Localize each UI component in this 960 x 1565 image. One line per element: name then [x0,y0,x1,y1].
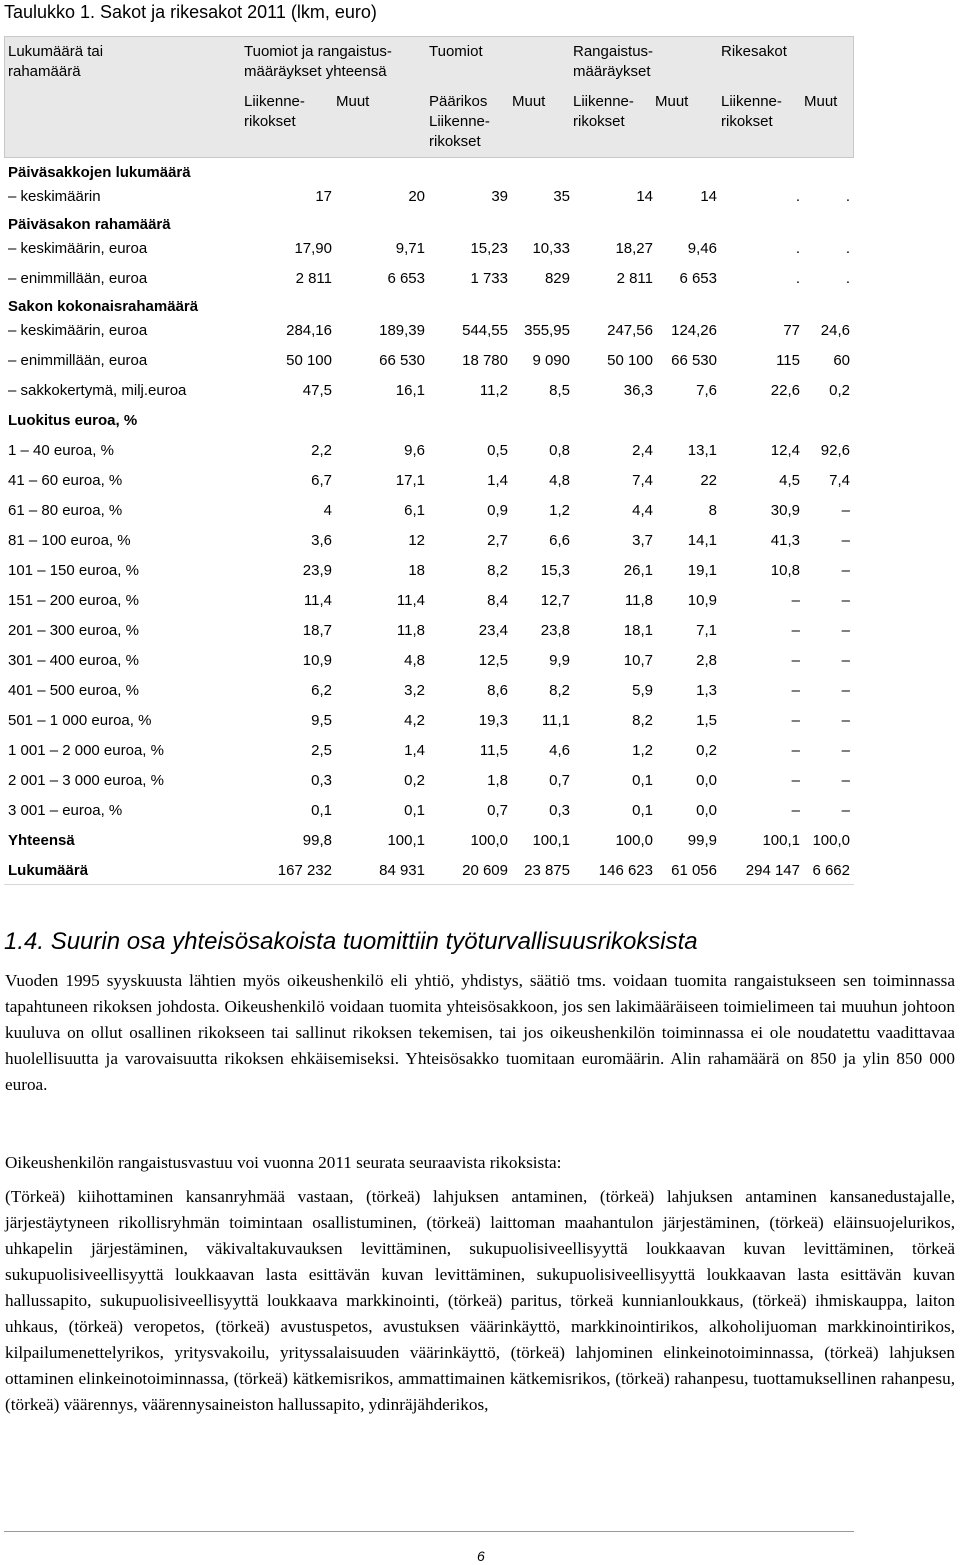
table-cell: . [795,240,800,257]
table-cell: 14 [700,188,717,205]
table-cell: 15,3 [540,562,570,579]
table-cell: 15,23 [470,240,508,257]
table-cell: 0,7 [487,802,508,819]
table-cell: 12,5 [478,652,508,669]
table-cell: 17,90 [294,240,332,257]
table-cell: – [791,712,800,729]
table-cell: 2 811 [616,270,653,287]
table-row [4,404,854,435]
table-cell: 18,7 [302,622,332,639]
table-cell: 7,4 [632,472,653,489]
page-number: 6 [477,1548,485,1564]
table-cell: 100,1 [387,832,425,849]
table-cell: – [791,802,800,819]
table-cell: 4,6 [549,742,570,759]
table-cell: 30,9 [770,502,800,519]
table-cell: 19,3 [478,712,508,729]
table-cell: 1,2 [632,742,653,759]
table-title: Taulukko 1. Sakot ja rikesakot 2011 (lkm, euro) [4,2,377,22]
table-row [4,824,854,855]
row-label: 301 – 400 euroa, % [8,652,139,669]
table-cell: 355,95 [524,322,570,339]
table-cell: – [791,592,800,609]
table-cell: 11,5 [479,742,508,759]
table-cell: 12,7 [540,592,570,609]
header-group: Rangaistus- [573,43,654,60]
header-group: määräykset [573,63,651,80]
table-cell: 4 [323,502,332,519]
table-cell: 2 811 [295,270,332,287]
paragraph-3: (Törkeä) kiihottaminen kansanryhmää vastaan, (törkeä) lahjuksen antaminen, (törkeä) lahjuksen antaminen kansanedustajalle, järjestäytyneen rikollisryhmän toimintaan osallistuminen, (törkeä) laittoman maahantulon järjestäminen, (törkeä) eläinsuojelurikos, uhkapelin järjestäminen, väkivaltakuvauksen levittäminen, sukupuolisiveellisyyttä loukkaavan kuvan levittäminen, törkeä sukupuolisiveellisyyttä loukkaavan lasta esittävän kuvan levittäminen, sukupuolisiveellisyyttä loukkaavan lasta esittävän kuvan hallussapito, sukupuolisiveellisyyttä loukkaava markkinointi, (törkeä) paritus, törkeä kunnianloukkaus, (törkeä) ihmiskauppa, laiton uhkaus, (törkeä) veropetos, (törkeä) avustuspetos, avustuksen väärinkäyttö, markkinointirikos, alkoholijuoman markkinointirikos, kilpailumenettelyrikos, yritysvakoilu, yrityssalaisuuden väärinkäyttö, (törkeä) lahjominen elinkeinotoiminnassa, (törkeä) lahjuksen ottaminen elinkeinotoiminnassa, (törkeä) kätkemisrikos, ammattimainen kätkemisrikos, (törkeä) rahanpesu, tuottamuksellinen rahanpesu, (törkeä) väärennys, väärennysaineiston hallussapito, ydinräjähderikos, [5,1187,955,1414]
row-label: – keskimäärin [8,188,101,205]
table-row [4,524,854,555]
table-cell: 14 [636,188,653,205]
table-cell: 8,2 [549,682,570,699]
table-cell: 6,2 [311,682,332,699]
table-cell: 3,2 [404,682,425,699]
table-cell: 100,1 [532,832,570,849]
row-label: – enimmillään, euroa [8,352,148,369]
table-cell: – [791,622,800,639]
table-cell: 1,4 [487,472,508,489]
row-label: 151 – 200 euroa, % [8,592,139,609]
table-cell: 3,6 [311,532,332,549]
table-cell: 544,55 [462,322,508,339]
table-cell: 0,1 [311,802,332,819]
table-row [4,554,854,585]
table-cell: 84 931 [379,862,425,879]
row-label: Yhteensä [8,832,75,849]
table-cell: – [791,682,800,699]
table-cell: . [795,188,800,205]
header-subcol: rikokset [573,113,625,130]
row-label: 3 001 – euroa, % [8,802,123,819]
table-cell: 0,2 [696,742,717,759]
header-subcol: rikokset [721,113,773,130]
table-cell: 2,7 [487,532,508,549]
table-cell: 4,5 [779,472,800,489]
table-row [4,794,854,825]
table-cell: 124,26 [671,322,717,339]
table-cell: 39 [491,188,508,205]
row-label: – enimmillään, euroa [8,270,148,287]
row-group-label: Sakon kokonaisrahamäärä [8,298,199,315]
table-row [4,584,854,615]
table-cell: – [791,742,800,759]
table-cell: 10,9 [302,652,332,669]
table-cell: 7,1 [696,622,717,639]
table-cell: – [841,712,850,729]
table-row [4,464,854,495]
row-label: 1 – 40 euroa, % [8,442,114,459]
table-cell: 0,2 [829,382,850,399]
table-cell: 189,39 [379,322,425,339]
row-group-label: Päiväsakon rahamäärä [8,216,171,233]
table-cell: 12,4 [770,442,800,459]
row-label: 2 001 – 3 000 euroa, % [8,772,164,789]
table-cell: 10,9 [687,592,717,609]
table-cell: 100,0 [470,832,508,849]
table-cell: 41,3 [770,532,800,549]
table-cell: 10,7 [623,652,653,669]
table-cell: 18,1 [623,622,653,639]
table-cell: 20 609 [462,862,508,879]
table-cell: 99,8 [302,832,332,849]
table-cell: 8,2 [487,562,508,579]
table-row [4,494,854,525]
table-cell: 3,7 [632,532,653,549]
table-cell: 5,9 [632,682,653,699]
table-cell: 50 100 [607,352,653,369]
table-cell: 11,8 [396,622,425,639]
row-group-label: Luokitus euroa, % [8,412,138,429]
table-cell: 66 530 [379,352,425,369]
row-label: 401 – 500 euroa, % [8,682,139,699]
table-cell: 8,2 [632,712,653,729]
table-cell: 0,3 [549,802,570,819]
table-cell: 99,9 [687,832,717,849]
table-cell: 0,5 [487,442,508,459]
table-cell: 8,6 [487,682,508,699]
paragraph-2: Oikeushenkilön rangaistusvastuu voi vuonna 2011 seurata seuraavista rikoksista: [5,1153,562,1172]
table-cell: – [841,772,850,789]
table-cell: – [791,652,800,669]
table-cell: 8,4 [487,592,508,609]
header-subcol: Päärikos [429,93,488,110]
table-cell: 0,0 [696,772,717,789]
header-subcol: Muut [336,93,370,110]
table-cell: 829 [544,270,570,287]
header-group: Rikesakot [721,43,787,60]
table-cell: 23,8 [540,622,570,639]
table-row [4,292,854,345]
table-cell: 16,1 [395,382,425,399]
section-heading: 1.4. Suurin osa yhteisösakoista tuomittiin työturvallisuusrikoksista [4,928,698,955]
row-label: – keskimäärin, euroa [8,322,148,339]
table-cell: 13,1 [687,442,717,459]
table-cell: 0,9 [487,502,508,519]
table-cell: 11,1 [541,712,570,729]
table-cell: 77 [783,322,800,339]
table-cell: 19,1 [687,562,717,579]
table-cell: 4,8 [549,472,570,489]
table-cell: 0,2 [404,772,425,789]
table-row [4,644,854,675]
table-cell: 23,9 [302,562,332,579]
table-cell: 4,4 [632,502,653,519]
table-cell: 0,8 [549,442,570,459]
table-cell: 0,0 [696,802,717,819]
table-cell: – [841,652,850,669]
table-row [4,674,854,705]
table-cell: 17 [315,188,332,205]
table-cell: 36,3 [623,382,653,399]
header-row-label: rahamäärä [8,63,81,80]
table-cell: 4,2 [404,712,425,729]
table-cell: – [841,532,850,549]
table-cell: 17,1 [395,472,425,489]
table-cell: 1,8 [487,772,508,789]
table-row [4,854,854,885]
table-row [4,764,854,795]
table-row [4,158,854,211]
table-cell: 50 100 [286,352,332,369]
table-cell: 6 653 [679,270,717,287]
row-label: 1 001 – 2 000 euroa, % [8,742,164,759]
table-cell: 35 [553,188,570,205]
table-cell: 11,2 [479,382,508,399]
table-cell: 20 [408,188,425,205]
table-cell: 9,9 [549,652,570,669]
table-cell: . [845,188,850,205]
table-cell: 2,5 [311,742,332,759]
fines-table [4,36,854,884]
table-cell: – [841,682,850,699]
table-cell: 247,56 [607,322,653,339]
table-cell: 9,46 [687,240,717,257]
table-cell: 0,1 [632,772,653,789]
row-label: – sakkokertymä, milj.euroa [8,382,187,399]
table-cell: 2,4 [632,442,653,459]
table-cell: 24,6 [820,322,850,339]
table-cell: 11,8 [624,592,653,609]
table-cell: 6,7 [311,472,332,489]
table-cell: 6,6 [549,532,570,549]
table-row [4,344,854,375]
table-cell: 9,5 [311,712,332,729]
table-cell: 9,71 [395,240,425,257]
table-row [4,374,854,405]
header-row-label: Lukumäärä tai [8,43,104,60]
table-cell: 9,6 [404,442,425,459]
header-group: Tuomiot [429,43,483,60]
table-cell: 1,4 [404,742,425,759]
header-subcol: rikokset [429,133,481,150]
row-label: – keskimäärin, euroa [8,240,148,257]
table-cell: 23,4 [478,622,508,639]
row-label: 81 – 100 euroa, % [8,532,131,549]
table-row [4,262,854,293]
table-cell: 1,3 [696,682,717,699]
table-cell: 100,0 [812,832,850,849]
row-group-label: Päiväsakkojen lukumäärä [8,164,191,181]
table-cell: 22 [700,472,717,489]
table-cell: – [841,592,850,609]
table-cell: 100,1 [762,832,800,849]
header-subcol: Muut [655,93,689,110]
table-cell: 1 733 [470,270,508,287]
header-group: määräykset yhteensä [244,63,387,80]
table-cell: 1,5 [696,712,717,729]
table-cell: – [841,802,850,819]
table-cell: – [841,562,850,579]
header-subcol: rikokset [244,113,296,130]
header-subcol: Liikenne- [244,93,305,110]
table-row [4,434,854,465]
footer-divider [4,1531,854,1532]
table-cell: 8 [708,502,717,519]
table-cell: 11,4 [396,592,425,609]
table-cell: 26,1 [623,562,653,579]
table-cell: 7,6 [696,382,717,399]
header-subcol: Muut [512,93,546,110]
table-cell: 8,5 [549,382,570,399]
table-cell: 92,6 [820,442,850,459]
table-cell: 12 [408,532,425,549]
table-cell: 115 [776,352,800,369]
header-subcol: Liikenne- [573,93,634,110]
table-cell: 61 056 [671,862,717,879]
row-label: 501 – 1 000 euroa, % [8,712,152,729]
table-row [4,210,854,263]
paragraph-1: Vuoden 1995 syyskuusta lähtien myös oikeushenkilö eli yhtiö, yhdistys, säätiö tms. voidaan tuomita rangaistukseen sen toiminnassa tapahtuneen rikoksen johdosta. Oikeushenkilö voidaan tuomita yhteisösakkoon, jos sen lakimääräiseen toimielimeen tai muuhun johtoon kuuluva on ollut osallinen rikokseen tai sallinut rikoksen tekemisen, tai jos oikeushenkilön toiminnassa ei ole noudatettu vaadittavaa huolellisuutta ja varovaisuutta rikoksen ehkäisemiseksi. Yhteisösakko tuomitaan euromäärin. Alin rahamäärä on 850 ja ylin 850 000 euroa. [5,971,955,1094]
table-cell: 2,8 [696,652,717,669]
table-cell: 18,27 [615,240,653,257]
table-cell: 10,33 [532,240,570,257]
row-label: Lukumäärä [8,862,89,879]
table-row [4,734,854,765]
row-label: 101 – 150 euroa, % [8,562,139,579]
row-label: 201 – 300 euroa, % [8,622,139,639]
table-cell: 47,5 [302,382,332,399]
table-cell: 2,2 [311,442,332,459]
table-cell: 0,3 [311,772,332,789]
table-cell: 22,6 [770,382,800,399]
table-cell: 1,2 [549,502,570,519]
table-cell: – [841,742,850,759]
table-row [4,704,854,735]
table-cell: 100,0 [615,832,653,849]
header-subcol: Liikenne- [429,113,490,130]
table-cell: – [841,622,850,639]
table-cell: 18 [408,562,425,579]
table-cell: 284,16 [286,322,332,339]
row-label: 61 – 80 euroa, % [8,502,123,519]
table-cell: 60 [833,352,850,369]
table-cell: 167 232 [277,862,332,879]
table-cell: 7,4 [829,472,850,489]
table-cell: 66 530 [671,352,717,369]
table-cell: 9 090 [532,352,570,369]
table-cell: 4,8 [404,652,425,669]
table-cell: 14,1 [687,532,717,549]
table-cell: 294 147 [745,862,800,879]
table-cell: 23 875 [524,862,570,879]
table-cell: – [791,772,800,789]
table-row [4,614,854,645]
table-cell: 6,1 [404,502,425,519]
header-group: Tuomiot ja rangaistus- [244,43,392,60]
table-cell: 6 662 [812,862,850,879]
row-label: 41 – 60 euroa, % [8,472,123,489]
table-cell: 18 780 [462,352,508,369]
header-subcol: Muut [804,93,838,110]
table-cell: . [845,240,850,257]
table-cell: 146 623 [598,862,653,879]
table-cell: 0,1 [632,802,653,819]
table-cell: 0,7 [549,772,570,789]
table-cell: . [795,270,800,287]
header-subcol: Liikenne- [721,93,782,110]
table-cell: 0,1 [404,802,425,819]
table-cell: 11,4 [303,592,332,609]
table-cell: . [845,270,850,287]
table-cell: – [841,502,850,519]
table-cell: 10,8 [770,562,800,579]
table-cell: 6 653 [387,270,425,287]
